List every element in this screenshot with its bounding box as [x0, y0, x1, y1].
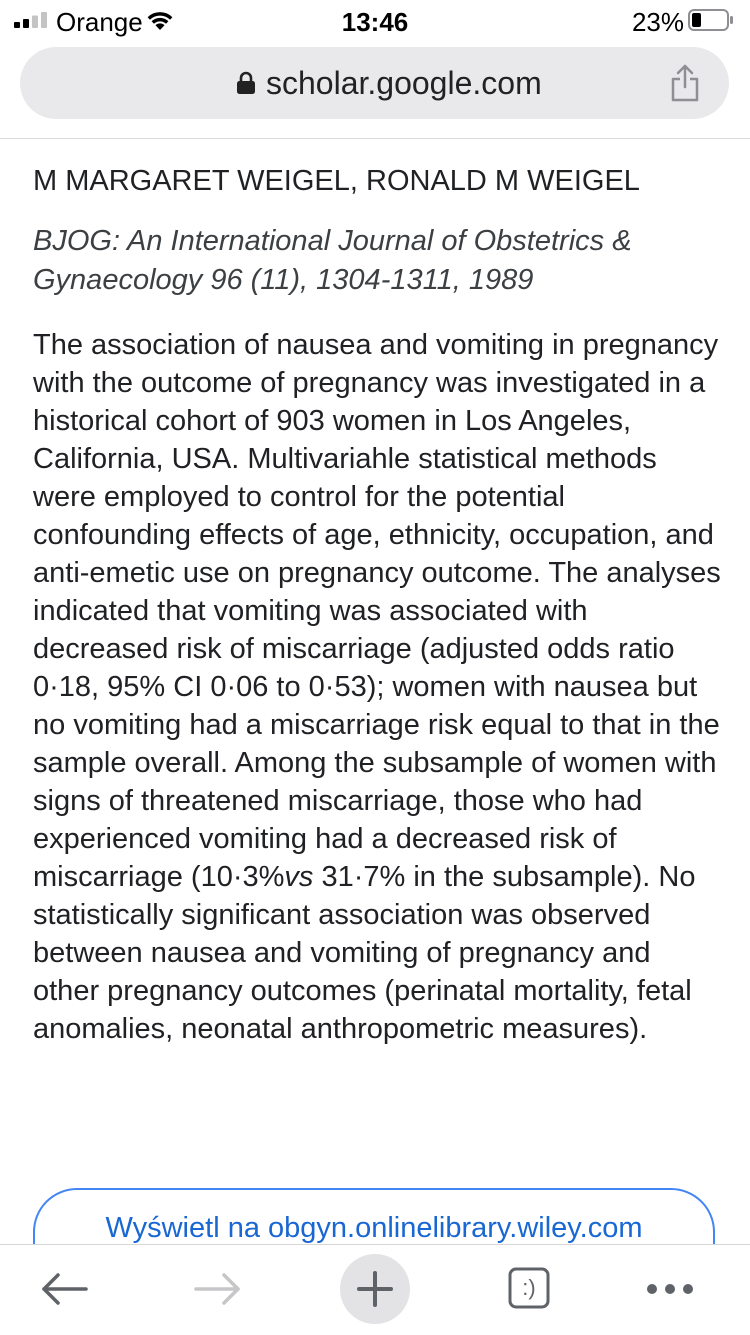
tab-switcher-button[interactable]	[500, 1259, 560, 1319]
status-bar	[0, 0, 750, 42]
clock-time: 13:46	[341, 7, 409, 37]
carrier-name: Orange	[56, 7, 143, 37]
abstract-text-part1: The association of nausea and vomiting in pregnancy with the outcome of pregnancy was investigated in a historical cohort of 903 women in Los Angeles, California, USA. Multivariahle statistical methods were employed to control for the potential confounding effects of age, ethnicity, occupation, and anti-emetic use on pregnancy outcome. The analyses indicated that vomiting was associated with decreased risk of miscarriage (adjusted odds ratio 0·18, 95% CI 0·06 to 0·53); women with nausea but no vomiting had a miscarriage risk equal to that in the sample overall. Among the subsample of women with signs of threatened miscarriage, those who had experienced vomiting had a decreased risk of miscarriage (10·3%	[33, 329, 721, 893]
back-arrow-icon[interactable]	[34, 1259, 94, 1319]
view-button-label: Wyświetl na obgyn.onlinelibrary.wiley.com	[105, 1212, 643, 1244]
battery-icon	[688, 9, 734, 31]
abstract-vs: vs	[284, 861, 314, 893]
article-journal: BJOG: An International Journal of Obstetrics & Gynaecology 96 (11), 1304-1311, 1989	[33, 225, 632, 296]
share-icon[interactable]	[669, 63, 701, 103]
battery-percent: 23%	[631, 7, 684, 37]
address-bar[interactable]	[20, 47, 729, 119]
article-abstract	[33, 326, 723, 1048]
lock-icon	[236, 71, 256, 95]
article-content	[33, 158, 723, 1048]
new-tab-plus-icon[interactable]	[339, 1253, 411, 1325]
more-options-icon[interactable]	[640, 1259, 700, 1319]
abstract-text-part2: 31·7% in the subsample). No statistically significant association was observed between nausea and vomiting of pregnancy and other pregnancy outcomes (perinatal mortality, fetal anomalies, neonatal anthropometric measures).	[33, 861, 696, 1045]
article-authors: M MARGARET WEIGEL, RONALD M WEIGEL	[33, 165, 640, 197]
forward-arrow-icon[interactable]	[188, 1259, 248, 1319]
bottom-toolbar	[0, 1244, 750, 1335]
url-text[interactable]: scholar.google.com	[266, 65, 542, 101]
header-divider	[0, 138, 750, 139]
tab-switcher-label: :)	[522, 1275, 536, 1300]
